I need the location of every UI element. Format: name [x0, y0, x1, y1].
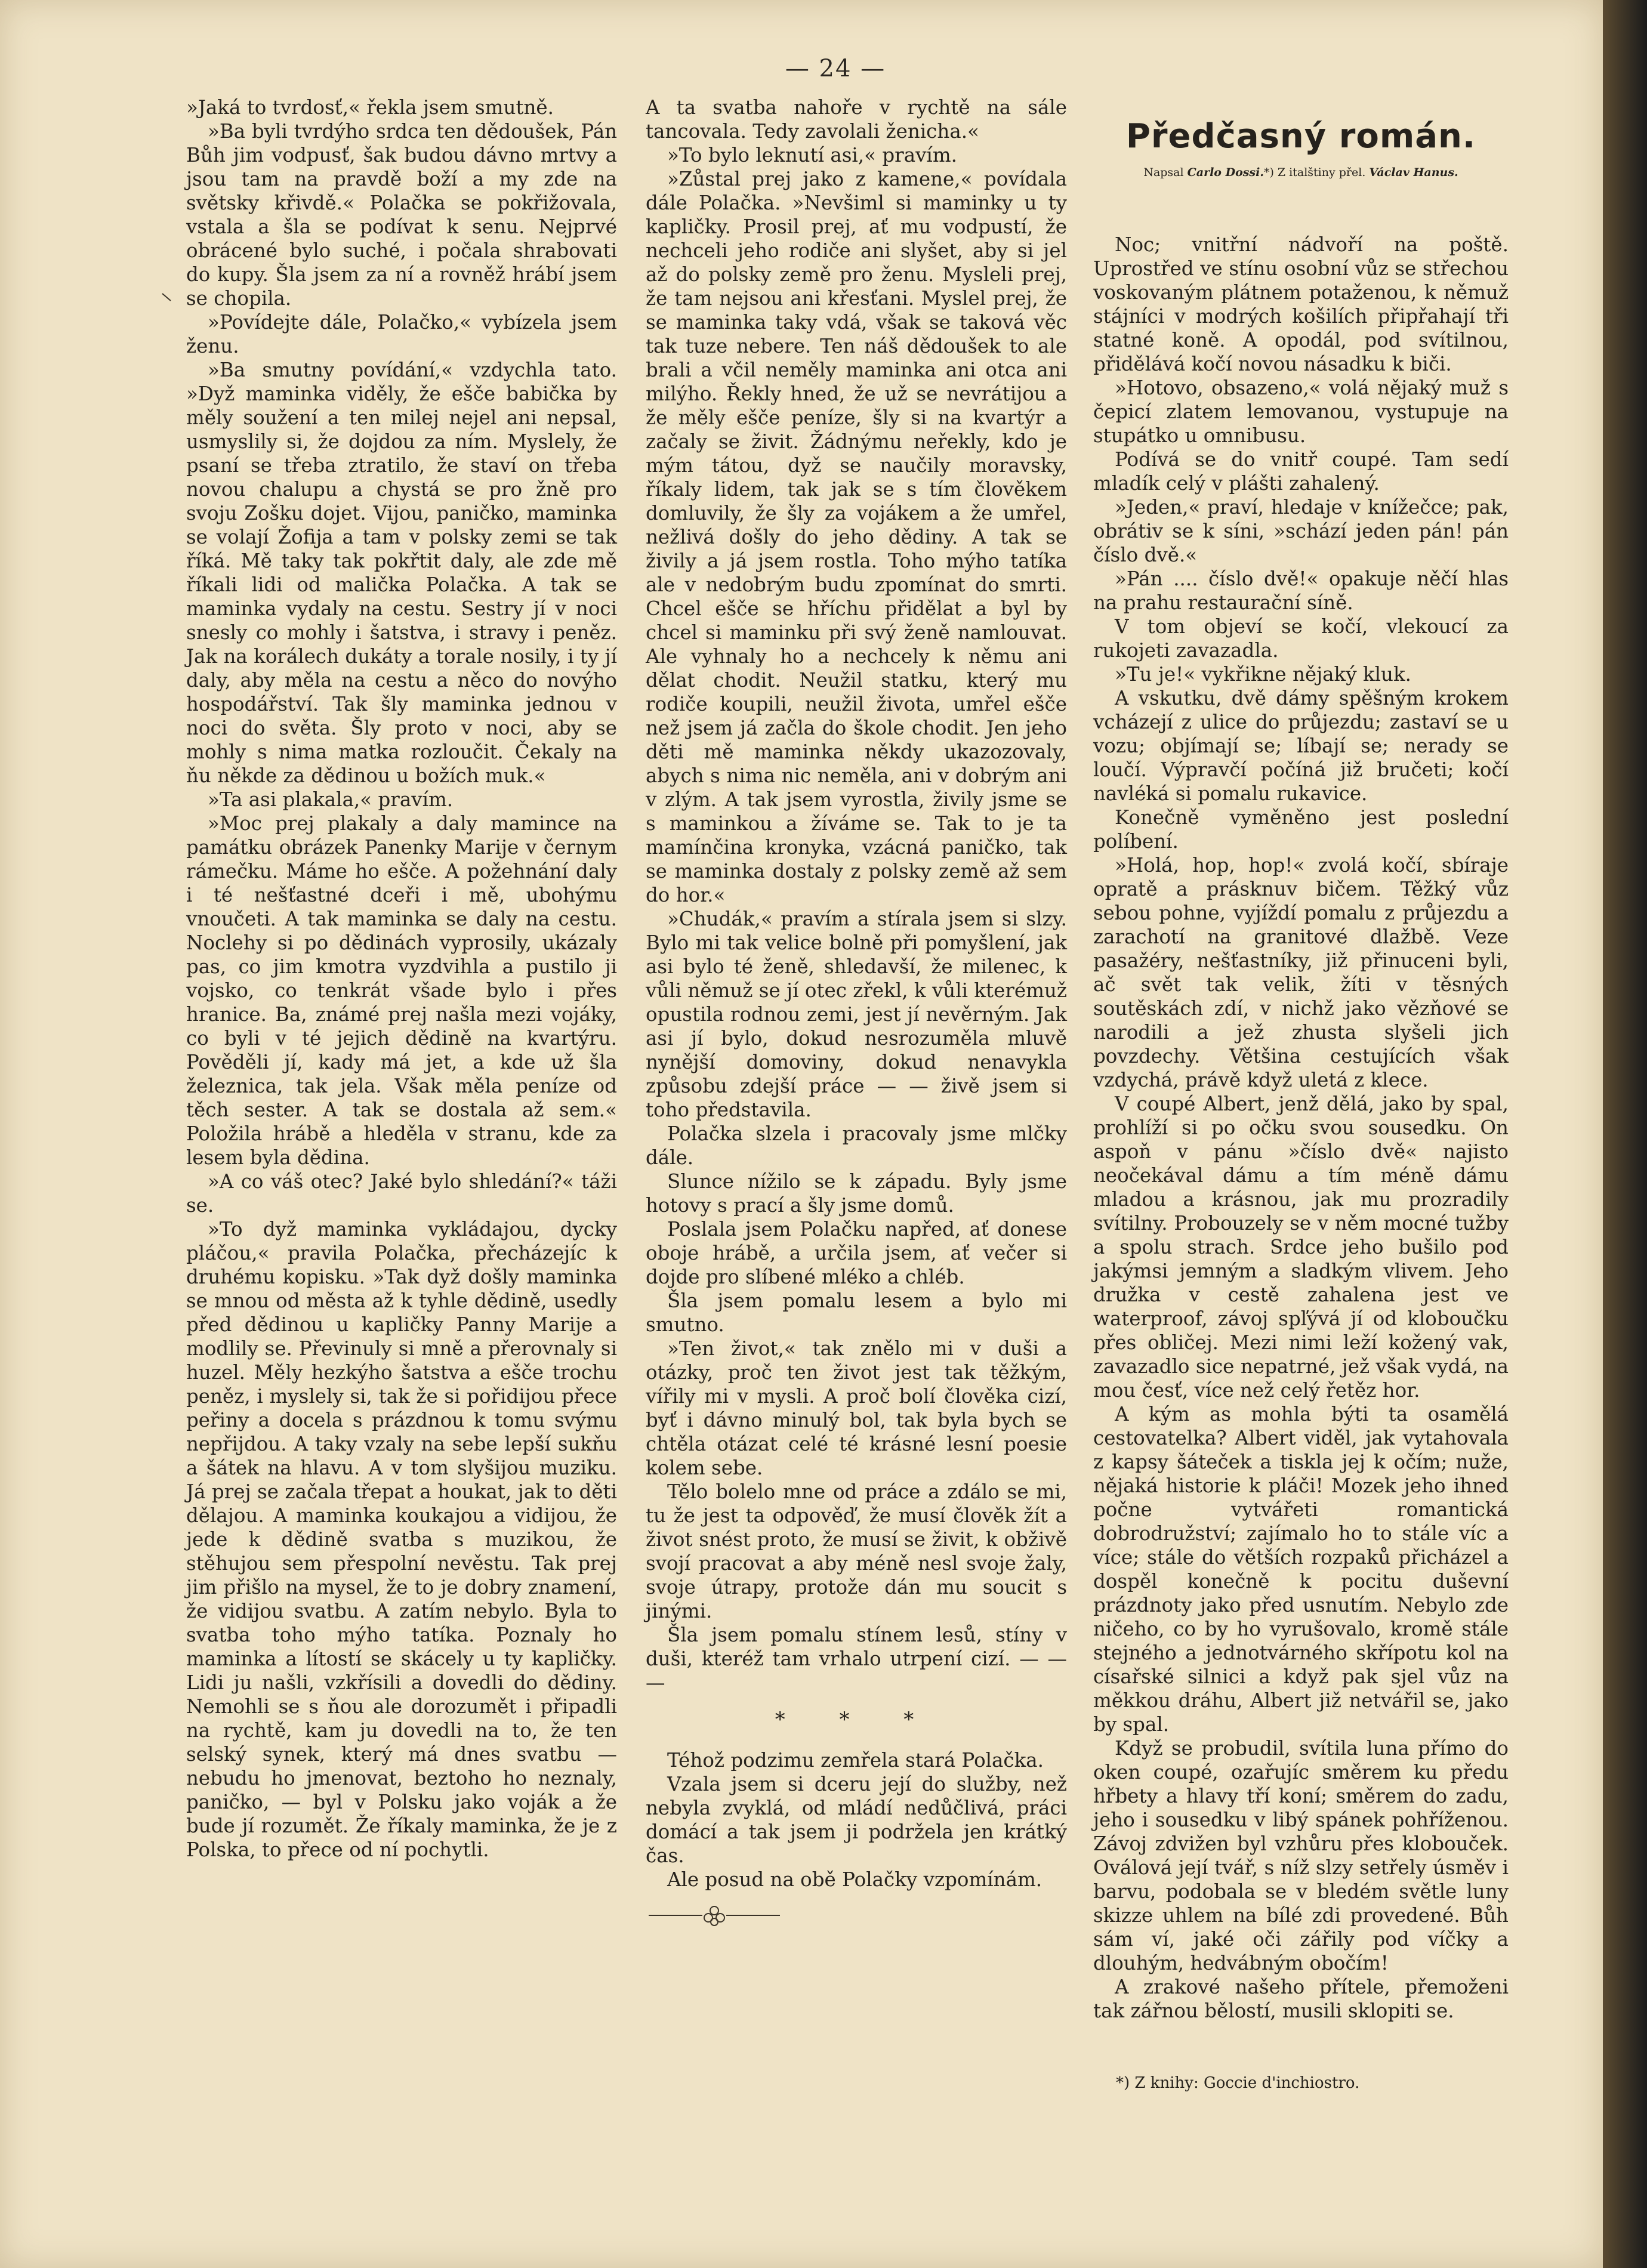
- paragraph: Slunce nížilo se k západu. Byly jsme hotovy s prací a šly jsme domů.: [646, 1170, 1067, 1217]
- paragraph: »To dyž maminka vykládajou, dycky pláčou,« pravila Polačka, přecházejíc k druhému kopisku. »Tak dyž došly maminka se mnou od města až k tyhle dědině, usedly před dědinou u kapličky Panny Marije a modlily se. Převinuly si mně a přerovnaly si huzel. Měly hezkýho šatstva a ešče trochu peněz, i myslely si, tak že si pořidijou přece peřiny a docela s prázdnou k tomu svýmu nepřijdou. A taky vzaly na sebe lepší sukňu a šátek na hlavu. A v tom slyšijou muziku. Já prej se začala třepat a houkat, jak to děti dělajou. A maminka koukajou a vidijou, že jede k dědině svatba s muzikou, že stěhujou sem přespolní nevěstu. Tak prej jim přišlo na mysel, že to je dobry znamení, že vidijou svatbu. A zatím nebylo. Byla to svatba toho mýho tatíka. Poznaly ho maminka a lítostí se skácely u ty kapličky. Lidi ju našli, vzkřísili a dovedli do dědiny. Nemohli se s ňou ale dorozumět i připadli na rychtě, kam ju dovedli na to, že ten selský synek, který má dnes svatbu — nebudu ho jmenovat, beztoho ho neznaly, paničko, — byl v Polsku jako voják a že bude jí rozumět. Že říkaly maminka, že je z Polska, to přece od ní pochytli.: [186, 1218, 617, 1861]
- margin-mark: [161, 291, 173, 303]
- paragraph: Podívá se do vnitř coupé. Tam sedí mladík celý v plášti zahalený.: [1093, 448, 1509, 495]
- column-middle: [646, 95, 1067, 1933]
- article-title: Předčasný román.: [1125, 117, 1476, 156]
- page-number: — 24 —: [785, 55, 886, 82]
- paragraph: Polačka slzela i pracovaly jsme mlčky dále.: [646, 1122, 1067, 1169]
- paragraph: A kým as mohla býti ta osamělá cestovatelka? Albert viděl, jak vytahovala z kapsy šáteček a tiskla jej k očím; nuže, nějaká historie k pláči! Mozek jeho ihned počne vytvářeti romantická dobrodružství; zajímalo ho to stále víc a více; stále do větších rozpaků přicházel a dospěl konečně k pocitu duševní prázdnoty jako před usnutím. Nebylo zde ničeho, co by ho vyrušovalo, kromě stále stejného a jednotvárného skřípotu kol na císařské silnici a když pak sjel vůz na měkkou dráhu, Albert již netvářil se, jako by spal.: [1093, 1403, 1509, 1736]
- paragraph: A zrakové našeho přítele, přemoženi tak zářnou bělostí, musili sklopiti se.: [1093, 1976, 1509, 2022]
- paragraph: »Hotovo, obsazeno,« volá nějaký muž s čepicí zlatem lemovanou, vystupuje na stupátko u omnibusu.: [1093, 377, 1509, 447]
- footnote: *) Z knihy: Goccie d'inchiostro.: [1116, 2074, 1360, 2092]
- paragraph: »Zůstal prej jako z kamene,« povídala dále Polačka. »Nevšiml si maminky u ty kapličky. Prosil prej, ať mu vodpustí, že nechceli jeho rodiče ani slyšet, aby si jel až do polsky země pro ženu. Mysleli prej, že tam nejsou ani křesťani. Myslel prej, že se maminka taky vdá, však se taková věc tak tuze nebere. Ten náš dědoušek to ale brali a včil neměly maminka ani otca ani milýho. Řekly hned, že už se nevrátijou a že měly ešče peníze, šly si na kvartýr a začaly se živit. Žádnýmu neřekly, kdo je mým tátou, dyž se naučily moravsky, říkaly lidem, tak jak se s tím člověkem domluvily, že šly za vojákem a že umřel, nežlivá došly do jeho dědiny. A tak se živily a já jsem rostla. Toho mýho tatíka ale v nedobrým budu zpomínat do smrti. Chcel ešče se hříchu přidělat a byl by chcel si maminku při svý ženě namlouvat. Ale vyhnaly ho a nechcely k němu ani dělat chodit. Neužil statku, který mu rodiče koupili, neužil života, umřel ešče než jsem já začla do škole chodit. Jen jeho děti mě maminka někdy ukazozovaly, abych s nima nic neměla, ani v dobrým ani v zlým. A tak jsem vyrostla, živily jsme se s maminkou a žíváme se. Tak to je ta mamínčina kronyka, vzácná paničko, tak se maminka dostaly z polsky země až sem do hor.«: [646, 168, 1067, 906]
- column-right: [1093, 233, 1509, 2023]
- paragraph: »Chudák,« pravím a stírala jsem si slzy. Bylo mi tak velice bolně při pomyšlení, jak asi bylo té ženě, shledavší, že milenec, k vůli němuž se jí otec zřekl, k vůli kterémuž opustila rodnou zemi, jest jí nevěrným. Jak asi jí bylo, dokud nesrozuměla mluvě nynější domoviny, dokud nenavykla způsobu zdejší práce — — živě jsem si toho představila.: [646, 908, 1067, 1121]
- paragraph: Vzala jsem si dceru její do služby, než nebyla zvyklá, od mládí nedůčlivá, práci domácí a tak jsem ji podržela jen krátký čas.: [646, 1773, 1067, 1867]
- paragraph: »Povídejte dále, Polačko,« vybízela jsem ženu.: [186, 311, 617, 357]
- paragraph: A vskutku, dvě dámy spěšným krokem vcházejí z ulice do průjezdu; zastaví se u vozu; objímají se; líbají se; nerady se loučí. Výpravčí počíná již bručeti; kočí navléká si pomalu rukavice.: [1093, 687, 1509, 805]
- paragraph: Tělo bolelo mne od práce a zdálo se mi, tu že jest ta odpověď, že musí člověk žít a život snést proto, že musí se živit, k obživě svojí pracovat a aby méně nesl svoje žaly, svoje útrapy, protože dán mu soucit s jinými.: [646, 1480, 1067, 1622]
- author-name: Carlo Dossi.: [1187, 166, 1264, 179]
- page-edge: [1603, 0, 1647, 2268]
- paragraph: Konečně vyměněno jest poslední políbení.: [1093, 806, 1509, 853]
- paragraph: »Ba smutny povídání,« vzdychla tato. »Dyž maminka viděly, že ešče babička by měly soužení a ten milej nejel ani nepsal, usmyslily si, že dojdou za ním. Myslely, že psaní se třeba ztratilo, že staví on třeba novou chalupu a chystá se pro žně pro svoju Zošku dojet. Vijou, paničko, maminka se volají Žofija a tam v polsky zemi se tak říká. Mě taky tak pokřtit daly, ale zde mě říkali lidi od malička Polačka. A tak se maminka vydaly na cestu. Sestry jí v noci snesly co mohly i šatstva, i stravy i peněz. Jak na korálech dukáty a torale nosily, i ty jí daly, aby měla na cestu a něco do novýho hospodářství. Tak šly maminka jednou v noci do světa. Šly proto v noci, aby se mohly s nima matka rozloučit. Čekaly na ňu někde za dědinou u božích muk.«: [186, 359, 617, 787]
- translator-name: Václav Hanus.: [1369, 166, 1458, 179]
- article-byline: [1093, 166, 1509, 179]
- paragraph: »Ten život,« tak znělo mi v duši a otázky, proč ten život jest tak těžkým, vířily mi v mysli. A proč bolí člověka cizí, byť i dávno minulý bol, tak byla bych se chtěla otázat celé té krásné lesní poesie kolem sebe.: [646, 1337, 1067, 1479]
- end-ornament-icon: [646, 1903, 783, 1927]
- paragraph: Šla jsem pomalu lesem a bylo mi smutno.: [646, 1289, 1067, 1336]
- paragraph: »A co váš otec? Jaké bylo shledání?« táži se.: [186, 1170, 617, 1217]
- paragraph: »Ta asi plakala,« pravím.: [208, 788, 454, 811]
- paragraph: A ta svatba nahoře v rychtě na sále tancovala. Tedy zavolali ženicha.«: [646, 96, 1067, 143]
- byline-prefix: Napsal: [1143, 166, 1184, 179]
- paragraph: Šla jsem pomalu stínem lesů, stíny v duši, kteréž tam vrhalo utrpení cizí. — — —: [646, 1624, 1067, 1694]
- paragraph: »To bylo leknutí asi,« pravím.: [667, 144, 957, 166]
- paragraph: Téhož podzimu zemřela stará Polačka.: [667, 1749, 1044, 1772]
- paragraph: Když se probudil, svítila luna přímo do oken coupé, ozařujíc směrem ku předu hřbety a hlavy tří koní; směrem do zadu, jeho i sousedku v libý spánek pohříženou. Závoj zdvižen byl vzhůru přes klobouček. Oválová její tvář, s níž slzy setřely úsměv i barvu, podobala se v bledém světle luny skizze uhlem na bílé zdi provedené. Bůh sám ví, jaké oči zářily pod víčky a dlouhým, hedvábným obočím!: [1093, 1737, 1509, 1974]
- paragraph: Ale posud na obě Polačky vzpomínám.: [667, 1868, 1043, 1891]
- byline-middle: *) Z italštiny přel.: [1263, 166, 1366, 179]
- paragraph: V coupé Albert, jenž dělá, jako by spal, prohlíží si po očku svou sousedku. On aspoň v pánu »číslo dvě« najisto neočekával dámu a tím méně dámu mladou a krásnou, jak mu prozradily svítilny. Probouzely se v něm mocné tužby a spolu strach. Srdce jeho bušilo pod jakýmsi jemným a sladkým vlivem. Jeho družka v cestě zahalena jest ve waterproof, závoj spľývá jí od kloboučku přes obličej. Mezi nimi leží kožený vak, zavazadlo sice nepatrné, jež však vydá, na mou česť, více než celý řetěz hor.: [1093, 1093, 1509, 1402]
- section-separator: * * *: [775, 1708, 938, 1732]
- paragraph: »Jeden,« praví, hledaje v knížečce; pak, obrátiv se k síni, »schází jeden pán! pán číslo dvě.«: [1093, 496, 1509, 566]
- paragraph: »Jaká to tvrdosť,« řekla jsem smutně.: [186, 96, 554, 119]
- paragraph: »Ba byli tvrdýho srdca ten dědoušek, Pán Bůh jim vodpusť, šak budou dávno mrtvy a jsou tam na pravdě boží a my zde na světsky křivdě.« Polačka se pokřižovala, vstala a šla se podívat k senu. Nejprvé obrácené bylo suché, i počala shrabovati do kupy. Šla jsem za ní a rovněž hrábí jsem se chopila.: [186, 120, 617, 310]
- paragraph: »Moc prej plakaly a daly mamince na památku obrázek Panenky Marije v černym rámečku. Máme ho ešče. A požehnání daly i té nešťastné dceři i mě, ubohýmu vnoučeti. A tak maminka se daly na cestu. Noclehy si po dědinách vyprosily, ukázaly pas, co jim kmotra vyzdvihla a pustilo ji vojsko, co tenkrát všade bylo i přes hranice. Ba, známé prej našla mezi vojáky, co byli v té jejich dědině na kvartýru. Pověděli jí, kady má jet, a kde už šla železnica, tak jela. Však měla peníze od těch sester. A tak se dostala až sem.« Položila hrábě a hleděla v stranu, kde za lesem byla dědina.: [186, 812, 617, 1169]
- paragraph: »Holá, hop, hop!« zvolá kočí, sbíraje opratě a prásknuv bičem. Těžký vůz sebou pohne, vyjíždí pomalu z průjezdu a zarachotí na granitové dlažbě. Veze pasažéry, nešťastníky, již přinuceni byli, ač svět tak velik, žíti v těsných soutěskách zdí, v nichž jako vězňové se narodili a jež zhusta slyšeli jich povzdechy. Většina cestujících však vzdychá, právě když uletá z klece.: [1093, 854, 1509, 1091]
- paragraph: V tom objeví se kočí, vlekoucí za rukojeti zavazadla.: [1093, 615, 1509, 662]
- paragraph: »Tu je!« vykřikne nějaký kluk.: [1115, 663, 1411, 686]
- column-left: [186, 95, 617, 1862]
- paragraph: Noc; vnitřní nádvoří na poště. Uprostřed ve stínu osobní vůz se střechou voskovaným plátnem potaženou, k němuž stájníci v modrých košilích připřahají tři statné koně. A opodál, pod svítilnou, přidělává kočí novou násadku k biči.: [1093, 233, 1509, 375]
- paragraph: »Pán .... číslo dvě!« opakuje něčí hlas na prahu restaurační síně.: [1093, 567, 1509, 614]
- paragraph: Poslala jsem Polačku napřed, ať donese oboje hrábě, a určila jsem, ať večer si dojde pro slíbené mléko a chléb.: [646, 1218, 1067, 1288]
